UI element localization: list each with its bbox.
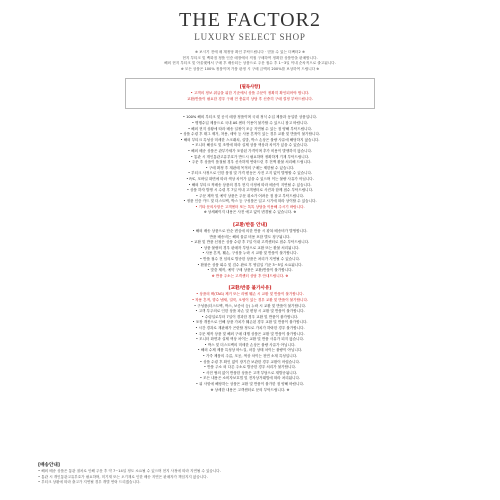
shipping-section: [38, 462, 458, 486]
no-return-bullet: • 구성품(더스트백, 박스, 보증서 등) 누락 시 교환 및 반품이 불가합니다.: [193, 303, 307, 308]
no-return-bullet: • 착용 흔적, 향수 냄새, 얼룩, 오염이 있는 경우 교환 및 반품이 불가합니다.: [191, 298, 309, 302]
exchange-bullet: • 상품 불량의 경우 판매자 부담으로 교환 또는 환불 처리됩니다.: [200, 245, 300, 250]
intro-notice: [35, 50, 465, 72]
policy-bullet: • 해외 배송 상품은 관부가세가 포함된 가격이며 추가 비용이 발생하지 않습니다.: [187, 148, 313, 153]
exchange-bullet: • 사용 흔적, 훼손, 구성품 누락 시 교환 및 반품이 불가합니다.: [202, 251, 298, 256]
notice-line: 현지 부티크 및 백화점 정품 인증 매장에서 직접 구매하여 정확한 상품만을 판매합니다.: [182, 55, 318, 60]
notice-line: 해외 현지 부티크 및 아울렛에서 구매 후 배송되는 상품으로 주문 접수 후 1~3일 이내 순차적으로 출고됩니다.: [164, 61, 336, 66]
policy-bullet: • 해외 부티크 직배송 상품의 경우 현지 사정에 따라 배송이 지연될 수 있습니다.: [188, 182, 312, 187]
notice-box-line: • 고객의 정보 취급을 위한 기준에서 상품 주문이 정확히 확인되어야 합니다.: [190, 91, 310, 96]
section-no-return: [0, 285, 500, 393]
no-return-bullet: • 반품 주소 외 다른 주소로 발송한 경우 처리가 불가합니다.: [203, 365, 297, 370]
no-return-bullet: ※ 상세한 내용은 고객센터로 문의 부탁드립니다. ※: [210, 387, 290, 392]
no-return-bullet: • 해외 수제 제품 특성상 바느질, 마감 상태 차이는 불량이 아닙니다.: [197, 348, 303, 353]
notice-line: ※ 모든 상품은 100% 정품이며 가품 판정 시 구매 금액의 200%를 보상하여 드립니다 ※: [180, 66, 320, 71]
policy-bullet: • 통관 시 개인통관고유부호가 반드시 필요하며 정확하게 기재 부탁드립니다.: [190, 154, 310, 159]
policy-bullet: • 구매 확정 후 재판매 목적의 구매는 제한될 수 있습니다.: [205, 165, 295, 170]
policy-bullet: • 해외 부티크 특성상 미세한 스크래치, 실밥, 박스 손상은 불량 사유에 해당하지 않습니다.: [180, 137, 320, 142]
shipping-title: [배송안내]: [38, 463, 60, 469]
exchange-bullet: ※ 반품 주소는 고객센터 상담 후 안내드립니다. ※: [211, 273, 289, 278]
policy-bullet: • P/C, 모바일 화면에 따라 색상 차이가 있을 수 있으며 이는 불량 사유가 아닙니다.: [186, 176, 314, 181]
policy-bullet: ※ 상세페이지 내용은 사전 예고 없이 변경될 수 있습니다. ※: [203, 210, 297, 215]
no-return-bullet: • 주문 제작 상품 및 해외 구매 대행 상품은 교환 및 반품이 불가합니다.: [195, 331, 305, 336]
notice-line: ※ 보시기 전에 매 계정당 확인 부탁드립니다 · 믿을 수 있는 더팩터2 ※: [195, 50, 305, 54]
policy-bullet: • 해외 현지 상황에 따라 배송 일정이 조금 지연될 수 있는 점 양해 부탁드립니다.: [187, 126, 313, 131]
notice-box-title: [필독사항]: [239, 85, 261, 91]
notice-box-lines: [134, 91, 366, 102]
policy-bullet: • 100% 해외 부티크 및 공식 매장 정품이며 국내 정식 수입 제품과 동일한 상품입니다.: [182, 115, 318, 120]
exchange-title: [교환/반품 안내]: [232, 223, 268, 229]
shipping-line: • 부티크 상황에 따라 출고가 지연될 경우 개별 연락 드리겠습니다.: [38, 480, 141, 485]
notice-box: [125, 78, 375, 109]
no-return-bullet: • 고객 부주의로 인한 상품 파손 및 변형 시 교환 및 반품이 불가합니다.: [195, 309, 305, 314]
exchange-bullet: • 교환 및 반품 신청은 상품 수령 후 7일 이내 고객센터로 접수 부탁드립니다.: [190, 240, 310, 245]
exchange-bullet: • 맞춤 제작, 예약 구매 상품은 교환/반품이 불가합니다.: [207, 268, 293, 273]
exchange-bullet: • 반품 접수 전 임의로 발송한 상품은 처리가 지연될 수 있습니다.: [199, 257, 301, 262]
no-return-bullet: • 박스 및 더스트백의 미세한 손상은 불량 사유가 아닙니다.: [204, 342, 296, 347]
section-exchange: [0, 222, 500, 279]
brand-subtitle: LUXURY SELECT SHOP: [194, 32, 306, 42]
policy-bullet: • 부티크 사정으로 인한 품절 및 가격 변동은 사전 고지 없이 발생할 수 있습니다.: [187, 171, 313, 176]
shipping-line: • 통관 시 개인통관고유부호가 필요하며, 미기재 또는 오기재로 인한 배송 지연은 판매자가 책임지지 않습니다.: [38, 474, 208, 479]
no-return-bullet: • 포장 개봉으로 인해 상품 가치가 훼손된 경우 교환 및 반품이 불가합니다.: [192, 320, 308, 325]
exchange-bullet: • 해외 배송 상품으로 단순 변심에 의한 반품 시 왕복 배송비가 발생합니다.: [192, 229, 308, 234]
notice-box-line: 교환/반품이 필요한 경우 구매 전 충분히 상담 후 신중히 구매 결정 부탁드립니다.: [186, 96, 313, 101]
no-return-bullet: • 위 사항에 해당하는 상품은 교환 및 반품이 불가한 점 양해 바랍니다.: [195, 381, 305, 386]
exchange-bullet: • 환불은 상품 회수 및 검수 완료 후 영업일 기준 3~5일 소요됩니다.: [197, 262, 303, 267]
no-return-bullet: • 사전 협의 없이 반품한 상품은 고객 부담으로 재발송됩니다.: [202, 370, 298, 375]
no-return-bullet: • 시간 경과로 재판매가 곤란할 정도로 가치가 하락한 경우 불가합니다.: [195, 325, 305, 330]
no-return-bullet: • 상품의 택(TAG) 제거 또는 라벨 훼손 시 교환 및 반품이 불가합니다.: [196, 292, 304, 297]
exchange-bullet: 반품 배송비는 해외 물류 비용 포함 별도 청구됩니다.: [209, 234, 291, 239]
policy-bullet: • 주문 제작 및 예약 상품은 주문 취소가 어려운 점 참고 부탁드립니다.: [195, 193, 305, 198]
no-return-bullet: • 수령일로부터 7일이 경과한 경우 교환 및 반품이 불가합니다.: [201, 314, 299, 319]
policy-bullet: • 정품 인증 카드 및 더스트백, 박스 등 구성품은 입고 시기에 따라 상이할 수 있습니다.: [183, 199, 317, 204]
no-return-bullet: • 상품 수령 후 확인 없이 장기간 보관한 경우 교환이 어렵습니다.: [199, 359, 301, 364]
section-general: [0, 115, 500, 216]
no-return-bullet: • 가죽 제품의 주름, 모공, 색상 차이는 천연 소재 특성입니다.: [202, 353, 298, 358]
policy-bullet: • 기타 문의사항은 고객센터 또는 톡톡 상담을 이용해 주시기 바랍니다.: [195, 204, 305, 209]
page-header: [0, 0, 500, 42]
policy-bullet: • 병행수입 제품으로 국내 AS 센터 이용이 불가할 수 있으니 참고 바랍니다.: [191, 120, 309, 125]
policy-bullet: • 상품 수령 후 태그 제거, 착용, 세탁 등 사용 흔적이 있는 경우 교환 및 반품이 불가합니다.: [179, 132, 320, 137]
no-return-title: [교환/반품 불가사유]: [228, 286, 272, 292]
policy-bullet: • 주문 후 상품이 품절될 경우 신속하게 연락드린 후 전액 환불 처리해 드립니다.: [188, 160, 312, 165]
policy-bullet: • 상품 하자 발생 시 수령 후 7일 이내 고객센터로 사진과 함께 접수 부탁드립니다.: [186, 188, 314, 193]
no-return-bullet: • 모니터 화면과 실제 색상 차이는 교환 및 반품 사유가 되지 않습니다.: [195, 337, 305, 342]
brand-logo: THE FACTOR2: [179, 9, 321, 31]
shipping-line: • 해외 배송 상품은 통관 절차로 인해 주문 후 약 7~14일 정도 소요될 수 있으며 현지 사정에 따라 지연될 수 있습니다.: [38, 469, 221, 474]
no-return-bullet: • 모든 내용은 소비자보호법 및 전자상거래법에 따라 처리됩니다.: [199, 376, 301, 381]
policy-bullet: • 모니터 해상도 및 조명에 따라 실제 상품 색상과 차이가 있을 수 있습니다.: [191, 143, 309, 148]
